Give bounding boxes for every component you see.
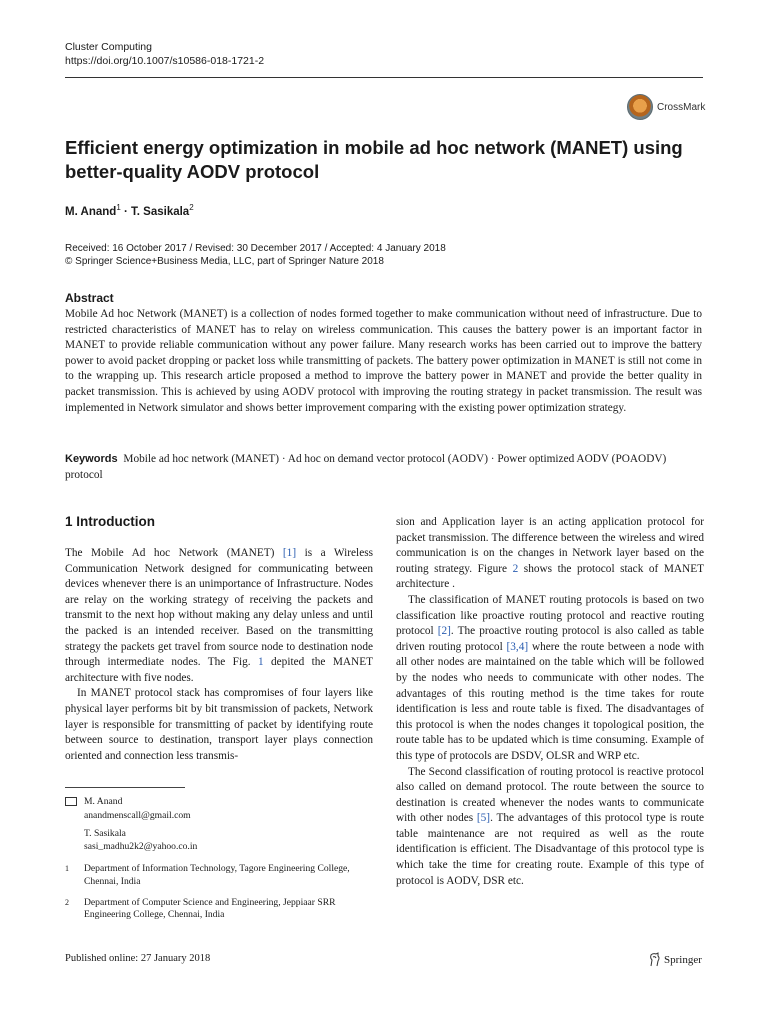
contact-email[interactable]: sasi_madhu2k2@yahoo.co.in [84, 840, 198, 852]
section-heading-introduction: 1 Introduction [65, 514, 155, 529]
journal-header [65, 40, 264, 68]
abstract-text: Mobile Ad hoc Network (MANET) is a collection of nodes formed together to make communication without need of infrastructure. Due to restricted characteristics of MANET has to relay on wireless communication. This causes the battery power is an important factor in MANET to provide reliable communication without any power failure. Many research works has been carried out to improve the battery power to avoid packet dropping or packet loss while transmitting of packets. The battery power optimization in MANET is still not come in to the wrapping up. This research article proposed a method to improve the battery power in MANET and provide the better quality in packet transmission. This is achieved by using AODV protocol with improving the routing strategy in packet transmission. The result was implemented in Network simulator and shows better improvement comparing with the existing power optimization strategy. [65, 308, 702, 414]
footnotes [65, 796, 373, 928]
text-run: where the route between a node with all other nodes are maintained on the table which will be followed by the nodes who needs to communicate with other nodes. The advantages of this routing method is the time takes for route identification is less and route table is fixed. The disadvantages of this protocol is when the nodes changes it topological position, the route table has to be updated which is time consuming. Example of this type of protocols are DSDV, OLSR and WRP etc. [396, 640, 704, 762]
affiliation-number: 2 [65, 897, 69, 907]
doi-link[interactable]: https://doi.org/10.1007/s10586-018-1721-2 [65, 55, 265, 67]
header-rule [65, 77, 703, 78]
author-name[interactable]: M. Anand [65, 205, 117, 218]
author-affiliation-mark: 2 [189, 203, 194, 212]
author-affiliation-mark: 1 [116, 203, 121, 212]
paragraph: In MANET protocol stack has compromises of four layers like physical layer performs bit by bit transmission of packets, Network layer is responsible for transmitting of packet by identifying route between source to destination, transport layer plays connection oriented and connection less transmis- [65, 687, 373, 762]
springer-horse-icon [648, 952, 661, 967]
citation-link[interactable]: [3,4] [506, 640, 529, 653]
keywords-block [65, 452, 702, 483]
text-run: The classification of MANET routing protocols is based on two classification like proactive routing protocol and reactive routing protocol [396, 593, 704, 638]
text-run: . The proactive routing protocol is also called as table driven routing protocol [396, 625, 704, 653]
dates-line: Received: 16 October 2017 / Revised: 30 December 2017 / Accepted: 4 January 2018 [65, 243, 446, 254]
affiliation-text: Department of Information Technology, Tagore Engineering College, Chennai, India [84, 863, 350, 887]
contact-name: T. Sasikala [84, 828, 126, 840]
paragraph [65, 546, 373, 686]
author-list [65, 203, 194, 218]
text-run: depited the MANET architecture with five nodes. [65, 656, 373, 684]
journal-name: Cluster Computing [65, 41, 152, 53]
text-run: The Mobile Ad hoc Network (MANET) [65, 547, 283, 559]
crossmark-icon [627, 94, 653, 120]
publisher-name: Springer [664, 953, 702, 966]
figure-link[interactable]: 1 [257, 656, 264, 669]
affiliation [65, 897, 373, 922]
paragraph [396, 765, 704, 890]
affiliation [65, 863, 373, 888]
citation-link[interactable]: [5] [476, 812, 491, 825]
text-run: is a Wireless Communication Network designed for communicating between devices whenever there is an unimportance of Infrastructure. Nodes are relay on the working strategy of receiving the packets and transmit to the next hop without making any delay unless and until the packed is an intended receiver. Based on the transmitting strategy the packets get travel from source node to destination node through intermediate nodes. The Fig. [65, 547, 374, 669]
text-run: The Second classification of routing protocol is reactive protocol also called on demand protocol. The route between the source to destination is created whenever the nodes wants to communicate with other nodes [396, 765, 704, 825]
citation-link[interactable]: [1] [282, 547, 297, 559]
published-date: Published online: 27 January 2018 [65, 953, 211, 964]
crossmark-badge[interactable] [627, 94, 705, 120]
text-run: shows the protocol stack of MANET architecture . [396, 562, 704, 591]
paper-title: Efficient energy optimization in mobile ad hoc network (MANET) using better-quality AODV protocol [65, 137, 683, 182]
keywords-text: Mobile ad hoc network (MANET) · Ad hoc on demand vector protocol (AODV) · Power optimized AODV (POAODV) protocol [65, 453, 667, 481]
footnote-rule [65, 787, 185, 788]
publisher-logo [648, 952, 702, 967]
contact-block [65, 796, 373, 822]
contact-email[interactable]: anandmenscall@gmail.com [84, 809, 191, 821]
text-run: sion and Application layer is an acting application protocol for packet transmission. The difference between the wireless and wired communication is on the changes in Network layer based on the routing strategy. Figure [396, 516, 704, 575]
article-history [65, 242, 446, 268]
text-run: . The advantages of this protocol type is route table maintenance are not required as well as the route identification is efficient. The Disadvantage of this protocol type is which take the time for creating route. Example of this type of protocol is AODV, DSR etc. [396, 812, 704, 887]
paragraph [396, 593, 704, 765]
paragraph [396, 515, 704, 593]
abstract-heading: Abstract [65, 291, 114, 305]
contact-block [65, 828, 373, 853]
figure-link[interactable]: 2 [512, 562, 519, 575]
affiliation-text: Department of Computer Science and Engineering, Jeppiaar SRR Engineering College, Chennai, India [84, 896, 336, 921]
affiliation-number: 1 [65, 864, 69, 874]
author-name[interactable]: T. Sasikala [131, 205, 190, 218]
author-separator: · [120, 205, 132, 218]
keywords-label: Keywords [65, 453, 118, 465]
envelope-icon [65, 797, 77, 806]
contact-name: M. Anand [84, 796, 123, 807]
left-column [65, 546, 373, 764]
crossmark-label: CrossMark [657, 101, 706, 113]
copyright-line: © Springer Science+Business Media, LLC, part of Springer Nature 2018 [65, 256, 384, 267]
citation-link[interactable]: [2] [437, 625, 451, 638]
right-column [396, 515, 704, 889]
